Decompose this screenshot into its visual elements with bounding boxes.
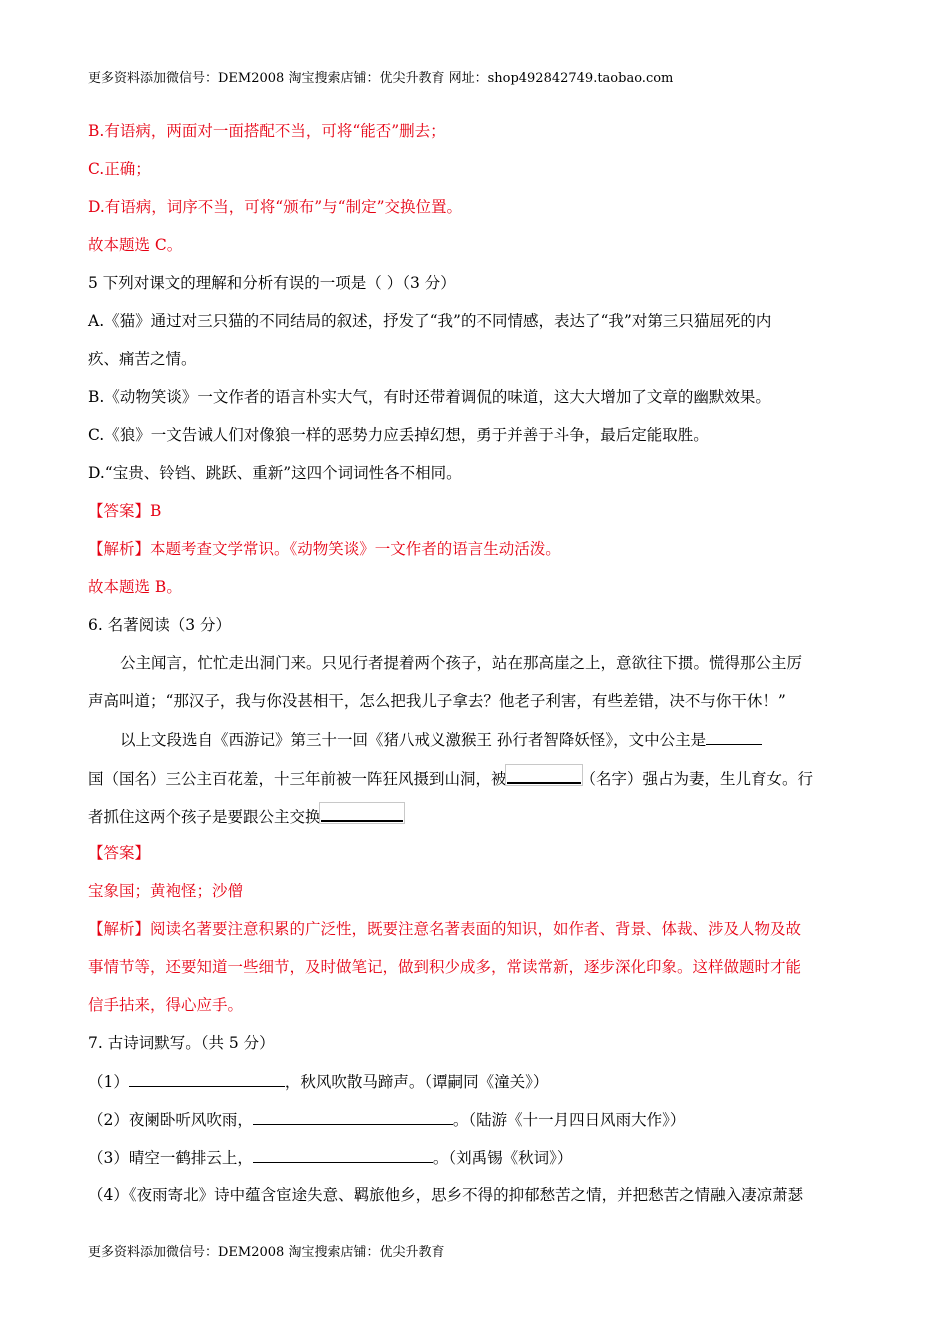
q6-stem: 6. 名著阅读（3 分） bbox=[88, 616, 232, 634]
q6-question-text: 以上文段选自《西游记》第三十一回《猪八戒义激猴王 孙行者智降妖怪》，文中公主是 bbox=[120, 731, 707, 749]
q7-blank-2[interactable] bbox=[253, 1108, 453, 1125]
q5-option-a-line1: A.《猫》通过对三只猫的不同结局的叙述，抒发了“我”的不同情感，表达了“我”对第三只猫屈死的内 bbox=[88, 312, 772, 330]
q7-item-3-text: （3）晴空一鹤排云上， bbox=[88, 1149, 253, 1167]
q4-option-d-analysis: D.有语病，词序不当，可将“颁布”与“制定”交换位置。 bbox=[88, 198, 462, 216]
q6-answer: 宝象国；黄袍怪；沙僧 bbox=[88, 882, 244, 900]
page-footer: 更多资料添加微信号：DEM2008 淘宝搜索店铺：优尖升教育 bbox=[88, 1245, 445, 1260]
q6-answer-label: 【答案】 bbox=[88, 844, 151, 862]
q7-item-4: （4）《夜雨寄北》诗中蕴含宦途失意、羁旅他乡，思乡不得的抑郁愁苦之情，并把愁苦之情融入凄凉萧瑟 bbox=[88, 1186, 804, 1204]
q7-blank-1[interactable] bbox=[129, 1070, 285, 1087]
q7-item-2 bbox=[88, 1108, 685, 1131]
q5-option-d: D.“宝贵、铃铛、跳跃、重新”这四个词词性各不相同。 bbox=[88, 464, 462, 482]
q6-blank-1[interactable] bbox=[706, 728, 762, 745]
q6-question-line3 bbox=[88, 804, 403, 828]
page-header: 更多资料添加微信号：DEM2008 淘宝搜索店铺：优尖升教育 网址：shop492842749.taobao.com bbox=[88, 71, 674, 86]
q4-option-c-analysis: C.正确； bbox=[88, 160, 151, 178]
q6-blank-3[interactable] bbox=[321, 804, 403, 822]
q6-passage-line1: 公主闻言，忙忙走出洞门来。只见行者提着两个孩子，站在那高崖之上，意欲往下掼。慌得那公主厉 bbox=[120, 654, 803, 672]
q5-conclusion: 故本题选 B。 bbox=[88, 578, 182, 596]
q6-question-line1 bbox=[120, 728, 762, 751]
q6-question-text-3: 者抓住这两个孩子是要跟公主交换 bbox=[88, 808, 321, 826]
q5-analysis: 【解析】本题考查文学常识。《动物笑谈》一文作者的语言生动活泼。 bbox=[88, 540, 561, 558]
q7-item-2-text: （2）夜阑卧听风吹雨， bbox=[88, 1111, 253, 1129]
q4-conclusion: 故本题选 C。 bbox=[88, 236, 183, 254]
q7-item-1-number: （1） bbox=[88, 1073, 129, 1091]
q6-analysis-line1: 【解析】阅读名著要注意积累的广泛性，既要注意名著表面的知识，如作者、背景、体裁、涉及人物及故 bbox=[88, 920, 802, 938]
q6-blank-2[interactable] bbox=[507, 766, 581, 784]
q5-stem: 5 下列对课文的理解和分析有误的一项是（ ）（3 分） bbox=[88, 274, 456, 292]
q7-stem: 7. 古诗词默写。（共 5 分） bbox=[88, 1034, 275, 1052]
q6-question-text-2a: 国（国名）三公主百花羞，十三年前被一阵狂风摄到山洞，被 bbox=[88, 770, 507, 788]
q7-item-2-source: 。（陆游《十一月四日风雨大作》） bbox=[452, 1111, 686, 1129]
q5-option-b: B.《动物笑谈》一文作者的语言朴实大气，有时还带着调侃的味道，这大大增加了文章的幽默效果。 bbox=[88, 388, 771, 406]
q7-blank-3[interactable] bbox=[253, 1146, 433, 1163]
q7-item-3 bbox=[88, 1146, 572, 1169]
q5-option-c: C.《狼》一文告诫人们对像狼一样的恶势力应丢掉幻想，勇于并善于斗争，最后定能取胜。 bbox=[88, 426, 709, 444]
q6-analysis-line3: 信手拈来，得心应手。 bbox=[88, 996, 244, 1014]
q6-question-line2 bbox=[88, 766, 813, 790]
q6-question-text-2b: （名字）强占为妻，生儿育女。行 bbox=[580, 770, 814, 788]
q7-item-3-source: 。（刘禹锡《秋词》） bbox=[432, 1149, 573, 1167]
q5-option-a-line2: 疚、痛苦之情。 bbox=[88, 350, 197, 368]
q7-item-1-text: ，秋风吹散马蹄声。（谭嗣同《潼关》） bbox=[284, 1073, 549, 1091]
q6-analysis-line2: 事情节等，还要知道一些细节，及时做笔记，做到积少成多，常读常新，逐步深化印象。这样做题时才能 bbox=[88, 958, 802, 976]
q5-answer: 【答案】B bbox=[88, 502, 162, 520]
q7-item-1 bbox=[88, 1070, 548, 1093]
q4-option-b-analysis: B.有语病，两面对一面搭配不当，可将“能否”删去； bbox=[88, 122, 446, 140]
q6-passage-line2: 声高叫道；“那汉子，我与你没甚相干，怎么把我儿子拿去？他老子利害，有些差错，决不与你干休！” bbox=[88, 692, 786, 710]
